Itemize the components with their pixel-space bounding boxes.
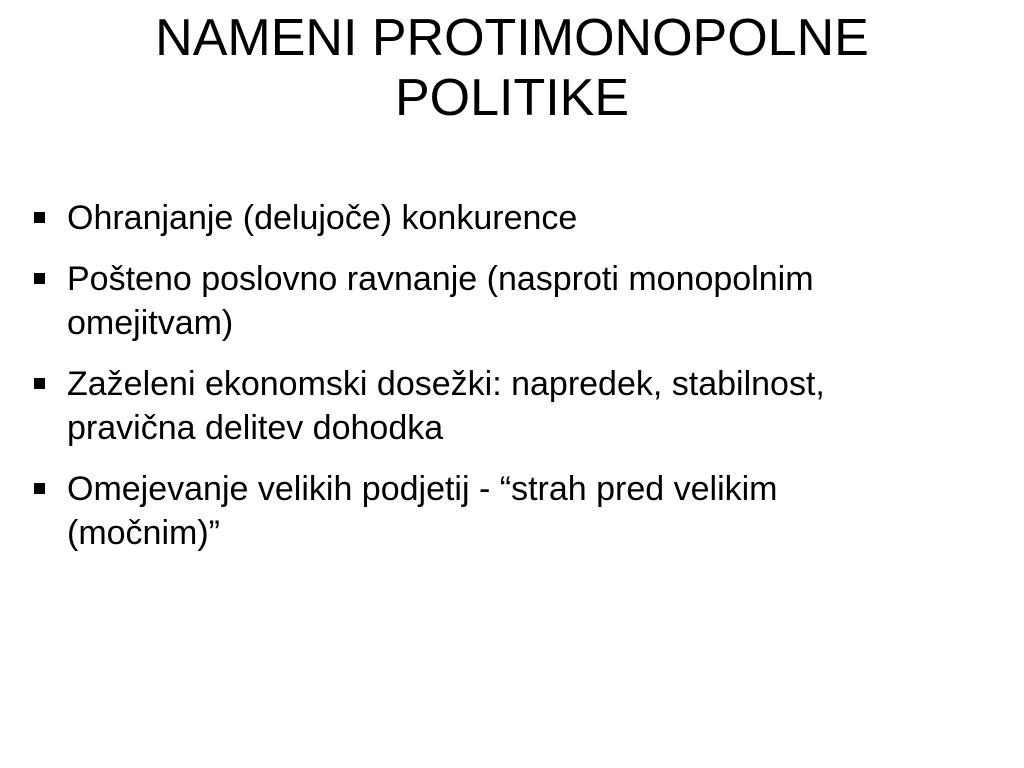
slide-title-line-1: NAMENI PROTIMONOPOLNE xyxy=(155,9,869,67)
slide-title xyxy=(40,8,984,128)
bullet-item xyxy=(30,257,930,345)
bullet-text: Ohranjanje (delujoče) konkurence xyxy=(67,199,578,237)
square-bullet-icon xyxy=(34,378,45,389)
bullet-text: Zaželeni ekonomski dosežki: napredek, stabilnost, pravična delitev dohodka xyxy=(67,365,825,447)
square-bullet-icon xyxy=(34,483,45,494)
bullet-list xyxy=(30,196,930,572)
bullet-text: Omejevanje velikih podjetij - “strah pred velikim (močnim)” xyxy=(67,470,778,552)
square-bullet-icon xyxy=(34,273,45,284)
bullet-item xyxy=(30,467,930,555)
bullet-text: Pošteno poslovno ravnanje (nasproti monopolnim omejitvam) xyxy=(67,260,814,342)
slide-title-line-2: POLITIKE xyxy=(394,69,630,127)
bullet-item xyxy=(30,196,930,240)
bullet-item xyxy=(30,362,930,450)
square-bullet-icon xyxy=(34,212,45,223)
